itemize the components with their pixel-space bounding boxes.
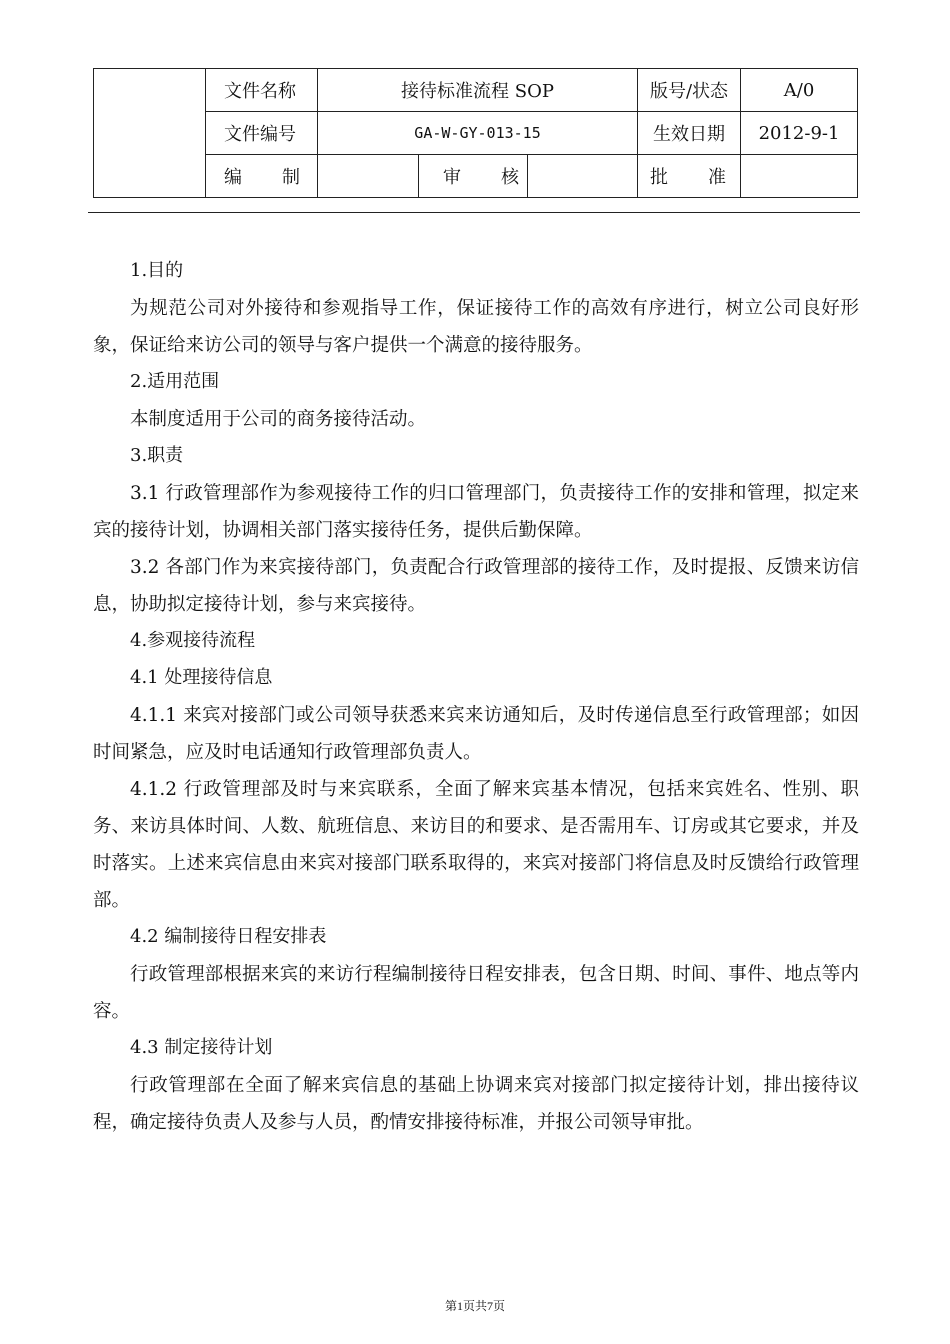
paragraph-duties-3-2: 3.2 各部门作为来宾接待部门，负责配合行政管理部的接待工作，及时提报、反馈来访信息，协助拟定接待计划，参与来宾接待。 [93, 557, 859, 615]
effective-date-label: 生效日期 [638, 112, 741, 155]
paragraph-4-3: 行政管理部在全面了解来宾信息的基础上协调来宾对接部门拟定接待计划，排出接待议程，确定接待负责人及参与人员，酌情安排接待标准，并报公司领导审批。 [93, 1075, 859, 1133]
subsection-heading-4-2: 4.2 编制接待日程安排表 [130, 926, 327, 947]
page-number: 第1页共7页 [444, 1299, 505, 1313]
section-heading-duties: 3.职责 [130, 445, 184, 466]
effective-date-value: 2012-9-1 [741, 112, 858, 155]
doc-name-label: 文件名称 [206, 69, 318, 112]
subsection-heading-4-1: 4.1 处理接待信息 [130, 667, 273, 688]
section-heading-process: 4.参观接待流程 [130, 630, 256, 651]
prepared-by-value [318, 155, 419, 198]
paragraph-duties-3-1: 3.1 行政管理部作为参观接待工作的归口管理部门，负责接待工作的安排和管理，拟定来宾的接待计划，协调相关部门落实接待任务，提供后勤保障。 [93, 483, 859, 541]
doc-name-value: 接待标准流程 SOP [318, 69, 638, 112]
document-body [93, 253, 859, 1141]
paragraph-4-1-1: 4.1.1 来宾对接部门或公司领导获悉来宾来访通知后，及时传递信息至行政管理部；如因时间紧急，应及时电话通知行政管理部负责人。 [93, 705, 859, 763]
paragraph-4-2: 行政管理部根据来宾的来访行程编制接待日程安排表，包含日期、时间、事件、地点等内容。 [93, 964, 859, 1022]
logo-cell [94, 69, 206, 198]
subsection-heading-4-3: 4.3 制定接待计划 [130, 1037, 273, 1058]
doc-number-value: GA-W-GY-013-15 [318, 112, 638, 155]
paragraph-scope: 本制度适用于公司的商务接待活动。 [130, 409, 427, 430]
section-heading-purpose: 1.目的 [130, 260, 184, 281]
document-header-table [93, 68, 858, 198]
reviewed-by-label: 审 核 [419, 155, 528, 198]
paragraph-purpose: 为规范公司对外接待和参观指导工作，保证接待工作的高效有序进行，树立公司良好形象，保证给来访公司的领导与客户提供一个满意的接待服务。 [93, 298, 859, 356]
header-divider [88, 212, 860, 213]
doc-number-label: 文件编号 [206, 112, 318, 155]
version-label: 版号/状态 [638, 69, 741, 112]
version-value: A/0 [741, 69, 858, 112]
approved-by-value [741, 155, 858, 198]
approved-by-label: 批 准 [638, 155, 741, 198]
paragraph-4-1-2: 4.1.2 行政管理部及时与来宾联系，全面了解来宾基本情况，包括来宾姓名、性别、职务、来访具体时间、人数、航班信息、来访目的和要求、是否需用车、订房或其它要求，并及时落实。上述来宾信息由来宾对接部门联系取得的，来宾对接部门将信息及时反馈给行政管理部。 [93, 779, 859, 911]
reviewed-by-value [528, 155, 638, 198]
section-heading-scope: 2.适用范围 [130, 371, 220, 392]
prepared-by-label: 编 制 [206, 155, 318, 198]
